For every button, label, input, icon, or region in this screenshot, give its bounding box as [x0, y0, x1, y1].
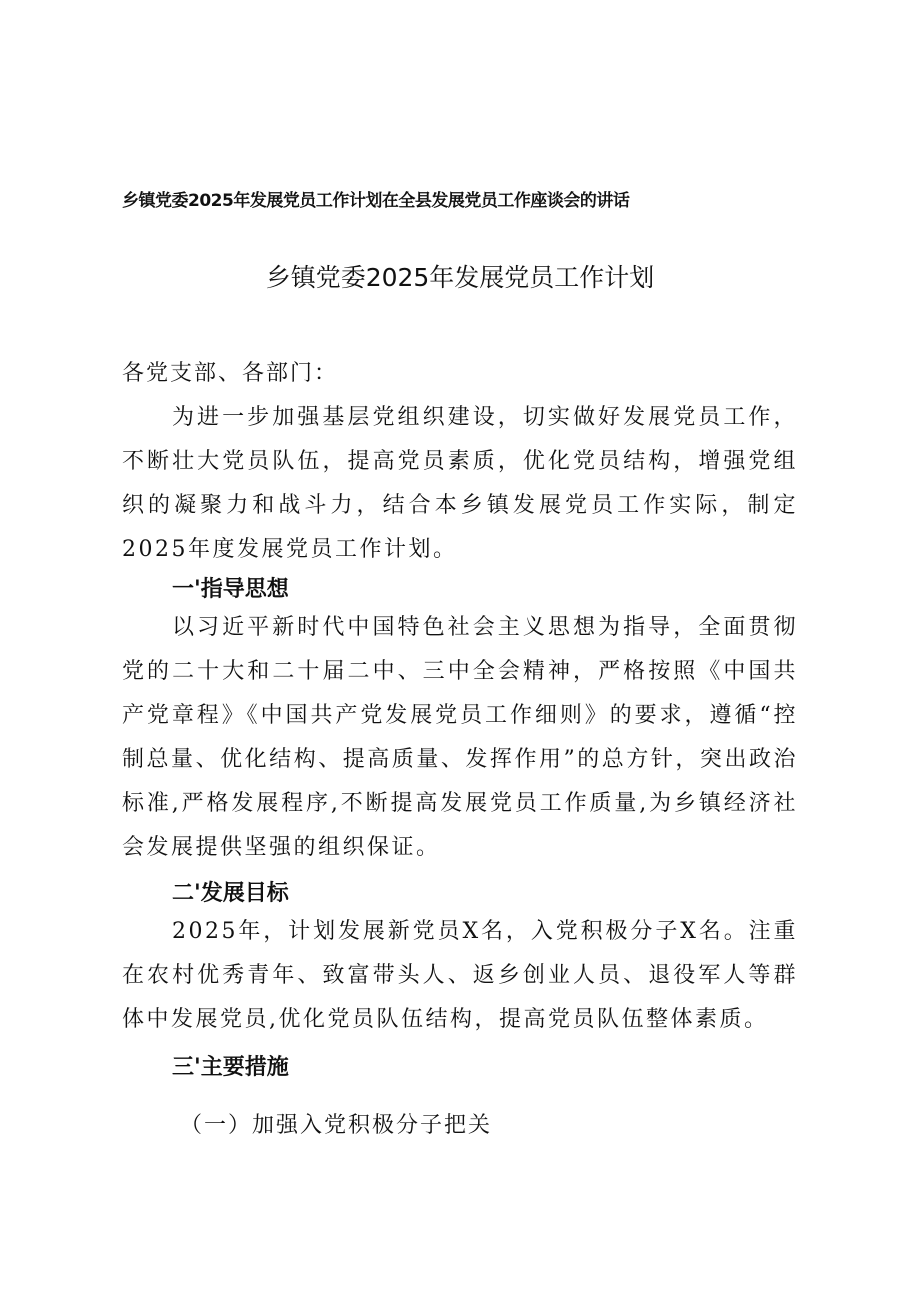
document-header-line: 乡镇党委2025年发展党员工作计划在全县发展党员工作座谈会的讲话: [122, 191, 630, 211]
subsection-heading-activist-screening: （一）加强入党积极分子把关: [180, 1113, 493, 1138]
section-paragraph-guiding-thought: 以习近平新时代中国特色社会主义思想为指导，全面贯彻党的二十大和二十届二中、三中全会精神，严格按照《中国共产党章程》《中国共产党发展党员工作细则》的要求，遵循“控制总量、优化结构、提高质量、发挥作用”的总方针，突出政治标准,严格发展程序,不断提高发展党员工作质量,为乡镇经济社会发展提供坚强的组织保证。: [122, 615, 798, 860]
section-heading-guiding-thought: 一'指导思想: [172, 577, 289, 602]
intro-paragraph: 为进一步加强基层党组织建设，切实做好发展党员工作，不断壮大党员队伍，提高党员素质，优化党员结构，增强党组织的凝聚力和战斗力，结合本乡镇发展党员工作实际，制定2025年度发展党员工作计划。: [122, 405, 798, 562]
salutation: 各党支部、各部门：: [122, 361, 339, 386]
section-paragraph-development-goals: 2025年，计划发展新党员X名，入党积极分子X名。注重在农村优秀青年、致富带头人、返乡创业人员、退役军人等群体中发展党员,优化党员队伍结构，提高党员队伍整体素质。: [122, 919, 798, 1032]
section-heading-main-measures: 三'主要措施: [172, 1055, 289, 1080]
document-title: 乡镇党委2025年发展党员工作计划: [265, 263, 655, 292]
section-heading-development-goals: 二'发展目标: [172, 881, 289, 906]
